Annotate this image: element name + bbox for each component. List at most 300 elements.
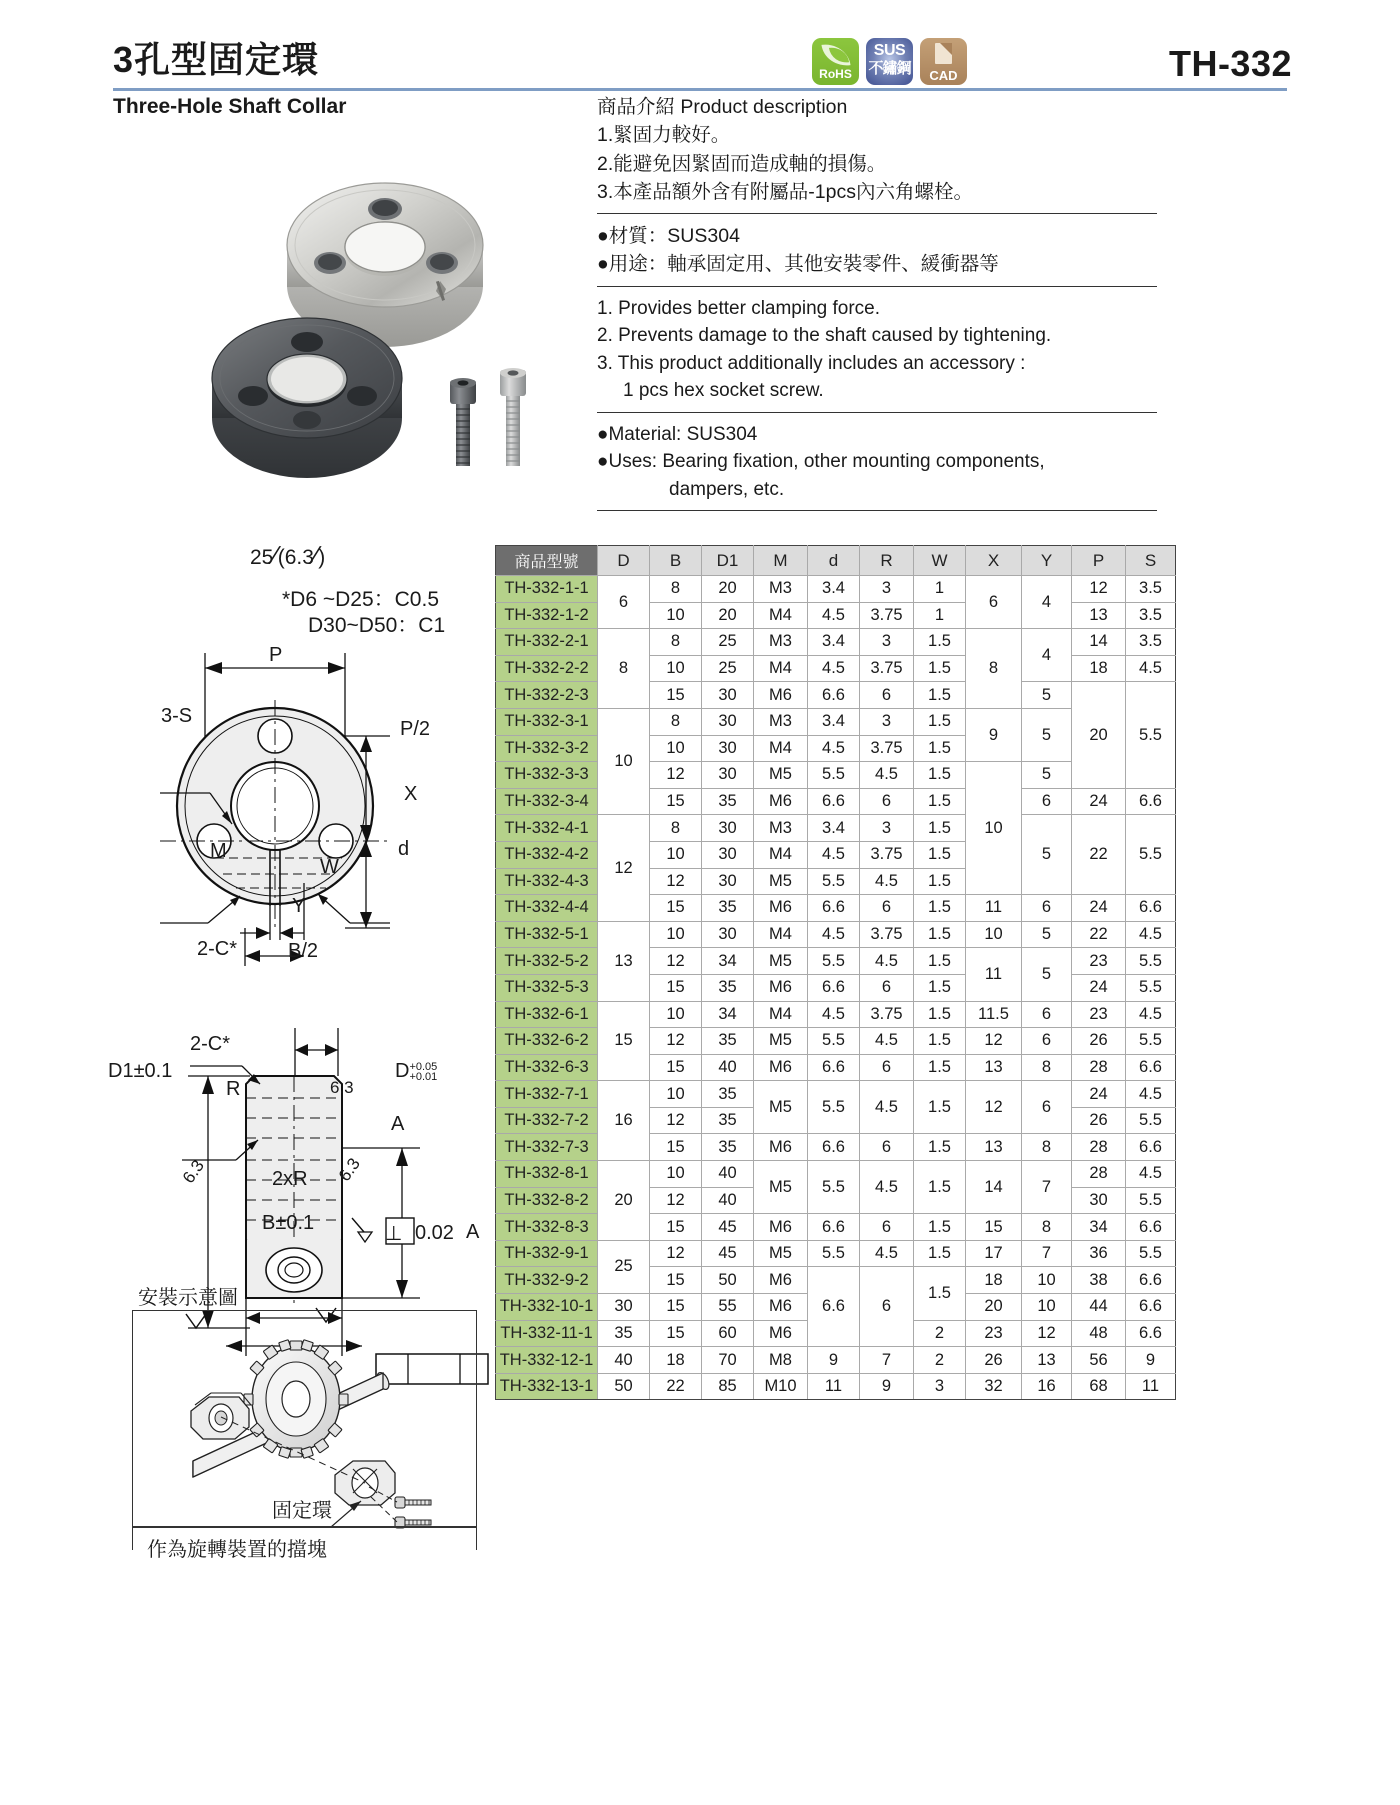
cell-D1: 35 xyxy=(702,1107,754,1134)
cell-D1: 30 xyxy=(702,841,754,868)
cell-R: 6 xyxy=(860,1267,914,1347)
table-row xyxy=(496,815,1176,842)
cell-B: 15 xyxy=(650,1294,702,1321)
cell-R: 3.75 xyxy=(860,655,914,682)
cell-X: 13 xyxy=(966,1054,1022,1081)
table-header-row xyxy=(496,546,1176,576)
table-row xyxy=(496,629,1176,656)
cell-P: 23 xyxy=(1072,1001,1126,1028)
cell-Y: 10 xyxy=(1022,1294,1072,1321)
cell-M: M3 xyxy=(754,815,808,842)
paren-open: ( xyxy=(277,546,285,569)
cell-X: 32 xyxy=(966,1373,1022,1400)
cell-S: 4.5 xyxy=(1126,1161,1176,1188)
cell-P: 28 xyxy=(1072,1161,1126,1188)
surface-roughness-note: 25∕(6.3∕) xyxy=(250,540,326,570)
cell-B: 12 xyxy=(650,1107,702,1134)
cell-R: 4.5 xyxy=(860,1161,914,1214)
cell-X: 9 xyxy=(966,708,1022,761)
cell-R: 9 xyxy=(860,1373,914,1400)
cell-model: TH-332-8-1 xyxy=(496,1161,598,1188)
label-3-S: 3-S xyxy=(161,705,193,727)
label-2-C-top: 2-C* xyxy=(197,938,238,960)
cell-W: 1.5 xyxy=(914,1134,966,1161)
cell-d: 6.6 xyxy=(808,974,860,1001)
cell-W: 2 xyxy=(914,1347,966,1374)
cell-R: 3 xyxy=(860,576,914,603)
cell-P: 24 xyxy=(1072,1081,1126,1108)
cell-R: 6 xyxy=(860,1134,914,1161)
cell-S: 3.5 xyxy=(1126,602,1176,629)
cell-W: 1.5 xyxy=(914,1267,966,1320)
cell-model: TH-332-6-1 xyxy=(496,1001,598,1028)
cell-d: 6.6 xyxy=(808,895,860,922)
cell-X: 23 xyxy=(966,1320,1022,1347)
cell-M: M6 xyxy=(754,788,808,815)
cell-d: 3.4 xyxy=(808,629,860,656)
cell-M: M6 xyxy=(754,1294,808,1321)
cell-P: 22 xyxy=(1072,815,1126,895)
cell-S: 6.6 xyxy=(1126,1294,1176,1321)
cell-d: 4.5 xyxy=(808,655,860,682)
cell-B: 15 xyxy=(650,1214,702,1241)
cell-W: 1.5 xyxy=(914,974,966,1001)
label-gdt-symbol: ⊥ xyxy=(385,1223,403,1245)
cell-B: 10 xyxy=(650,1001,702,1028)
sus-badge-label-bottom: 不鏽鋼 xyxy=(868,60,911,77)
cell-W: 1.5 xyxy=(914,948,966,975)
description-cn-item: 2.能避免因緊固而造成軸的損傷。 xyxy=(597,152,887,175)
leaf-icon xyxy=(821,41,850,68)
cell-model: TH-332-4-2 xyxy=(496,841,598,868)
cell-D1: 34 xyxy=(702,1001,754,1028)
cell-R: 4.5 xyxy=(860,868,914,895)
cell-M: M4 xyxy=(754,841,808,868)
cell-X: 18 xyxy=(966,1267,1022,1294)
cell-R: 4.5 xyxy=(860,948,914,975)
cell-model: TH-332-12-1 xyxy=(496,1347,598,1374)
product-description xyxy=(597,93,1157,519)
label-P-half: P/2 xyxy=(400,718,431,740)
description-en-item: 1 pcs hex socket screw. xyxy=(623,380,824,402)
install-diagram-title: 安裝示意圖 xyxy=(138,1287,238,1309)
cell-M: M6 xyxy=(754,1054,808,1081)
cell-R: 6 xyxy=(860,895,914,922)
chamfer-note-small: *D6 ~D25：C0.5 xyxy=(282,588,439,611)
cell-W: 1.5 xyxy=(914,1001,966,1028)
cell-S: 5.5 xyxy=(1126,1107,1176,1134)
cell-model: TH-332-3-3 xyxy=(496,762,598,789)
cell-D: 6 xyxy=(598,576,650,629)
cell-W: 1.5 xyxy=(914,815,966,842)
rohs-badge xyxy=(812,38,859,85)
roughness-main: 25 xyxy=(250,546,274,569)
cell-d: 6.6 xyxy=(808,788,860,815)
cell-S: 4.5 xyxy=(1126,1081,1176,1108)
cell-P: 20 xyxy=(1072,682,1126,788)
cell-d: 9 xyxy=(808,1347,860,1374)
cell-B: 15 xyxy=(650,1267,702,1294)
cell-M: M6 xyxy=(754,1267,808,1294)
cell-D1: 20 xyxy=(702,576,754,603)
cell-X: 12 xyxy=(966,1081,1022,1134)
cell-P: 23 xyxy=(1072,948,1126,975)
label-gdt-value: 0.02 xyxy=(415,1222,454,1244)
cell-model: TH-332-13-1 xyxy=(496,1373,598,1400)
uses-en: ●Uses: Bearing fixation, other mounting components, xyxy=(597,451,1045,473)
cell-S: 4.5 xyxy=(1126,921,1176,948)
cell-D1: 30 xyxy=(702,868,754,895)
cell-d: 5.5 xyxy=(808,1028,860,1055)
cell-W: 1.5 xyxy=(914,735,966,762)
col-header-B: B xyxy=(650,546,702,576)
col-header-P: P xyxy=(1072,546,1126,576)
cell-W: 1.5 xyxy=(914,708,966,735)
cell-W: 1.5 xyxy=(914,1081,966,1134)
cell-Y: 5 xyxy=(1022,948,1072,1001)
cell-model: TH-332-6-3 xyxy=(496,1054,598,1081)
divider xyxy=(597,412,1157,413)
cell-d: 5.5 xyxy=(808,1240,860,1267)
col-header-model: 商品型號 xyxy=(496,546,598,576)
cell-d: 4.5 xyxy=(808,735,860,762)
cell-R: 6 xyxy=(860,974,914,1001)
cell-W: 1 xyxy=(914,602,966,629)
d-tol-main: D xyxy=(395,1060,410,1082)
table-row xyxy=(496,1240,1176,1267)
cell-model: TH-332-9-1 xyxy=(496,1240,598,1267)
cell-model: TH-332-4-3 xyxy=(496,868,598,895)
cell-M: M5 xyxy=(754,762,808,789)
cell-P: 12 xyxy=(1072,576,1126,603)
cell-P: 13 xyxy=(1072,602,1126,629)
label-datum-A-box: A xyxy=(391,1113,405,1135)
cell-P: 24 xyxy=(1072,895,1126,922)
part-number: TH-332 xyxy=(1168,43,1292,84)
description-en-item: 3. This product additionally includes an accessory : xyxy=(597,352,1026,374)
cell-W: 1 xyxy=(914,576,966,603)
label-W: W xyxy=(320,856,339,878)
cell-Y: 6 xyxy=(1022,1028,1072,1055)
label-M: M xyxy=(210,840,227,862)
cell-Y: 10 xyxy=(1022,1267,1072,1294)
cell-M: M4 xyxy=(754,602,808,629)
cell-Y: 4 xyxy=(1022,576,1072,629)
cell-D1: 50 xyxy=(702,1267,754,1294)
col-header-X: X xyxy=(966,546,1022,576)
cell-M: M5 xyxy=(754,1028,808,1055)
col-header-D1: D1 xyxy=(702,546,754,576)
rohs-badge-label: RoHS xyxy=(819,67,852,81)
cell-S: 6.6 xyxy=(1126,1214,1176,1241)
cell-B: 10 xyxy=(650,602,702,629)
cell-S: 11 xyxy=(1126,1373,1176,1400)
cell-B: 15 xyxy=(650,682,702,709)
document-icon xyxy=(935,43,952,64)
cell-D1: 45 xyxy=(702,1214,754,1241)
cell-d: 5.5 xyxy=(808,868,860,895)
cell-P: 18 xyxy=(1072,655,1126,682)
col-header-Y: Y xyxy=(1022,546,1072,576)
cell-d: 6.6 xyxy=(808,682,860,709)
cell-D1: 25 xyxy=(702,629,754,656)
cell-model: TH-332-2-3 xyxy=(496,682,598,709)
cad-badge[interactable] xyxy=(920,38,967,85)
cell-R: 6 xyxy=(860,788,914,815)
cell-D1: 30 xyxy=(702,735,754,762)
install-caption-stopper: 作為旋轉裝置的擋塊 xyxy=(147,1539,327,1561)
cell-W: 2 xyxy=(914,1320,966,1347)
cell-B: 10 xyxy=(650,655,702,682)
cell-S: 6.6 xyxy=(1126,1320,1176,1347)
cell-M: M5 xyxy=(754,1240,808,1267)
cell-S: 6.6 xyxy=(1126,1054,1176,1081)
cell-P: 30 xyxy=(1072,1187,1126,1214)
cell-P: 26 xyxy=(1072,1028,1126,1055)
label-X: X xyxy=(404,783,418,805)
cell-B: 10 xyxy=(650,921,702,948)
cell-Y: 12 xyxy=(1022,1320,1072,1347)
table-row xyxy=(496,1161,1176,1188)
header-divider xyxy=(113,88,1287,91)
cell-W: 1.5 xyxy=(914,655,966,682)
page-header xyxy=(0,0,1400,95)
cell-R: 4.5 xyxy=(860,1240,914,1267)
cell-P: 68 xyxy=(1072,1373,1126,1400)
label-2xR: 2xR xyxy=(272,1168,308,1190)
page-title-chinese: 3孔型固定環 xyxy=(113,39,320,80)
product-photo xyxy=(160,155,580,505)
cell-B: 8 xyxy=(650,815,702,842)
table-row xyxy=(496,1347,1176,1374)
cell-M: M5 xyxy=(754,868,808,895)
cell-M: M4 xyxy=(754,1001,808,1028)
cell-D: 13 xyxy=(598,921,650,1001)
cell-D1: 25 xyxy=(702,655,754,682)
cell-D: 16 xyxy=(598,1081,650,1161)
cell-X: 11 xyxy=(966,948,1022,1001)
cell-X: 8 xyxy=(966,629,1022,709)
cell-B: 8 xyxy=(650,708,702,735)
description-en-item: 1. Provides better clamping force. xyxy=(597,297,881,319)
cell-model: TH-332-8-2 xyxy=(496,1187,598,1214)
cell-X: 26 xyxy=(966,1347,1022,1374)
label-B-tolerance: B±0.1 xyxy=(262,1212,315,1234)
description-cn-item: 1.緊固力較好。 xyxy=(597,124,731,147)
cell-X: 10 xyxy=(966,921,1022,948)
cell-S: 4.5 xyxy=(1126,1001,1176,1028)
cell-X: 11 xyxy=(966,895,1022,922)
cell-d: 3.4 xyxy=(808,576,860,603)
cad-badge-label: CAD xyxy=(929,68,958,83)
cell-M: M3 xyxy=(754,629,808,656)
sus-badge-label-top: SUS xyxy=(873,42,906,59)
cell-D1: 30 xyxy=(702,815,754,842)
cell-R: 6 xyxy=(860,1214,914,1241)
sus-badge xyxy=(866,38,913,85)
cell-model: TH-332-9-2 xyxy=(496,1267,598,1294)
cell-B: 18 xyxy=(650,1347,702,1374)
cell-R: 3.75 xyxy=(860,602,914,629)
cell-d: 5.5 xyxy=(808,948,860,975)
cell-R: 4.5 xyxy=(860,1081,914,1134)
cell-W: 1.5 xyxy=(914,921,966,948)
cell-S: 6.6 xyxy=(1126,895,1176,922)
label-B-half: B/2 xyxy=(288,940,319,962)
cell-B: 8 xyxy=(650,576,702,603)
cell-Y: 8 xyxy=(1022,1214,1072,1241)
cell-D1: 40 xyxy=(702,1187,754,1214)
cell-W: 1.5 xyxy=(914,682,966,709)
divider xyxy=(597,213,1157,214)
cell-M: M5 xyxy=(754,1081,808,1134)
cell-M: M4 xyxy=(754,735,808,762)
cell-D1: 35 xyxy=(702,1081,754,1108)
cell-d: 6.6 xyxy=(808,1267,860,1347)
cell-D1: 20 xyxy=(702,602,754,629)
cell-D1: 85 xyxy=(702,1373,754,1400)
cell-P: 24 xyxy=(1072,974,1126,1001)
cell-R: 3 xyxy=(860,708,914,735)
cell-M: M8 xyxy=(754,1347,808,1374)
cell-B: 15 xyxy=(650,788,702,815)
cell-Y: 5 xyxy=(1022,682,1072,709)
divider xyxy=(597,510,1157,511)
uses-en-cont: dampers, etc. xyxy=(669,478,785,500)
cell-D1: 55 xyxy=(702,1294,754,1321)
col-header-M: M xyxy=(754,546,808,576)
cell-B: 8 xyxy=(650,629,702,656)
cell-W: 1.5 xyxy=(914,1214,966,1241)
cell-Y: 6 xyxy=(1022,1001,1072,1028)
cell-W: 3 xyxy=(914,1373,966,1400)
cell-Y: 5 xyxy=(1022,708,1072,761)
cell-P: 28 xyxy=(1072,1134,1126,1161)
cell-M: M6 xyxy=(754,1320,808,1347)
cell-B: 15 xyxy=(650,895,702,922)
cell-B: 15 xyxy=(650,1134,702,1161)
cell-model: TH-332-1-2 xyxy=(496,602,598,629)
cell-P: 44 xyxy=(1072,1294,1126,1321)
description-heading: 商品介紹 Product description xyxy=(597,96,848,118)
cell-D1: 35 xyxy=(702,1134,754,1161)
cell-P: 22 xyxy=(1072,921,1126,948)
cell-B: 10 xyxy=(650,1161,702,1188)
cell-P: 36 xyxy=(1072,1240,1126,1267)
install-caption-divider xyxy=(132,1526,477,1528)
cell-d: 5.5 xyxy=(808,762,860,789)
cell-X: 12 xyxy=(966,1028,1022,1055)
cell-X: 14 xyxy=(966,1161,1022,1214)
cell-B: 22 xyxy=(650,1373,702,1400)
cell-X: 10 xyxy=(966,762,1022,895)
cell-d: 5.5 xyxy=(808,1081,860,1134)
cell-S: 9 xyxy=(1126,1347,1176,1374)
label-roughness-c: 6.3 xyxy=(334,1154,364,1185)
cell-S: 6.6 xyxy=(1126,1134,1176,1161)
cell-W: 1.5 xyxy=(914,895,966,922)
cell-R: 3 xyxy=(860,815,914,842)
cell-D1: 30 xyxy=(702,682,754,709)
cell-R: 3.75 xyxy=(860,841,914,868)
roughness-sub: 6.3 xyxy=(284,546,314,569)
label-gdt-datum: A xyxy=(466,1221,480,1243)
cell-P: 38 xyxy=(1072,1267,1126,1294)
label-roughness-a: 6.3 xyxy=(330,1078,354,1097)
page-subtitle-english: Three-Hole Shaft Collar xyxy=(113,95,347,118)
cell-d: 4.5 xyxy=(808,602,860,629)
table-row xyxy=(496,1081,1176,1108)
label-2-C-mid: 2-C* xyxy=(190,1033,231,1055)
cell-D1: 35 xyxy=(702,895,754,922)
label-P: P xyxy=(269,644,283,666)
cell-model: TH-332-3-4 xyxy=(496,788,598,815)
description-en-item: 2. Prevents damage to the shaft caused by tightening. xyxy=(597,325,1052,347)
cell-P: 34 xyxy=(1072,1214,1126,1241)
material-cn: ●材質：SUS304 xyxy=(597,225,740,248)
col-header-d: d xyxy=(808,546,860,576)
cell-X: 13 xyxy=(966,1134,1022,1161)
cell-R: 3.75 xyxy=(860,921,914,948)
cell-R: 3.75 xyxy=(860,735,914,762)
cell-D: 35 xyxy=(598,1320,650,1347)
cell-Y: 5 xyxy=(1022,762,1072,789)
cell-P: 24 xyxy=(1072,788,1126,815)
cell-Y: 6 xyxy=(1022,1081,1072,1134)
cell-model: TH-332-3-1 xyxy=(496,708,598,735)
cell-M: M3 xyxy=(754,576,808,603)
table-body xyxy=(496,576,1176,1400)
uses-cn: ●用途：軸承固定用、其他安裝零件、緩衝器等 xyxy=(597,253,999,276)
cell-D: 8 xyxy=(598,629,650,709)
cell-X: 20 xyxy=(966,1294,1022,1321)
cell-M: M10 xyxy=(754,1373,808,1400)
cell-d: 3.4 xyxy=(808,815,860,842)
cell-B: 15 xyxy=(650,1054,702,1081)
label-R: R xyxy=(226,1078,241,1100)
cell-model: TH-332-10-1 xyxy=(496,1294,598,1321)
cell-Y: 13 xyxy=(1022,1347,1072,1374)
cell-M: M4 xyxy=(754,921,808,948)
cell-D: 20 xyxy=(598,1161,650,1241)
cell-D: 12 xyxy=(598,815,650,921)
d-tol-lower: +0.01 xyxy=(409,1070,438,1083)
cell-R: 3.75 xyxy=(860,1001,914,1028)
cell-D1: 34 xyxy=(702,948,754,975)
cell-d: 6.6 xyxy=(808,1134,860,1161)
paren-close: ) xyxy=(318,546,326,569)
cell-D: 30 xyxy=(598,1294,650,1321)
cell-Y: 4 xyxy=(1022,629,1072,682)
cell-model: TH-332-5-3 xyxy=(496,974,598,1001)
cell-model: TH-332-2-2 xyxy=(496,655,598,682)
cell-D1: 30 xyxy=(702,762,754,789)
table-row xyxy=(496,1373,1176,1400)
cell-D1: 30 xyxy=(702,708,754,735)
cell-W: 1.5 xyxy=(914,788,966,815)
cell-d: 3.4 xyxy=(808,708,860,735)
cell-d: 4.5 xyxy=(808,921,860,948)
cell-S: 3.5 xyxy=(1126,629,1176,656)
cell-Y: 8 xyxy=(1022,1134,1072,1161)
cell-M: M5 xyxy=(754,1161,808,1214)
cell-R: 4.5 xyxy=(860,1028,914,1055)
table-row xyxy=(496,921,1176,948)
cell-S: 5.5 xyxy=(1126,1187,1176,1214)
cell-P: 56 xyxy=(1072,1347,1126,1374)
cell-model: TH-332-8-3 xyxy=(496,1214,598,1241)
label-roughness-b: 6.3 xyxy=(178,1156,208,1187)
